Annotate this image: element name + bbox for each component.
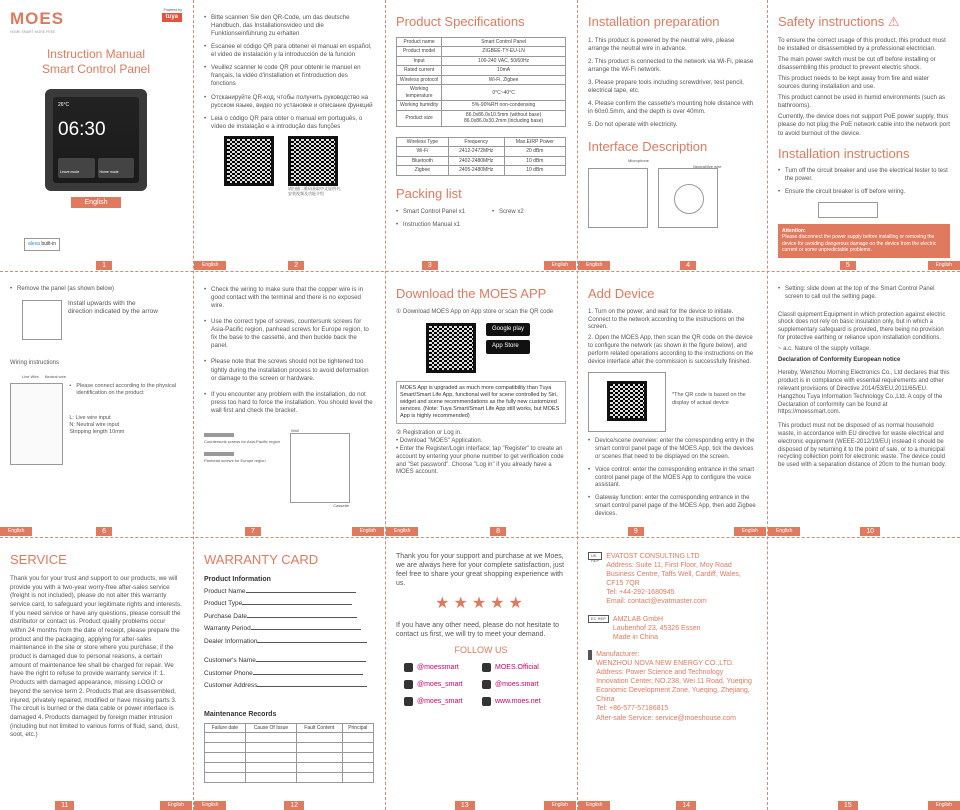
table-cell: 10 dBm bbox=[504, 156, 565, 166]
social-link[interactable] bbox=[482, 697, 558, 706]
list-item: 5. Do not operate with electricity. bbox=[588, 121, 678, 129]
form-field bbox=[204, 637, 374, 646]
device-qr-diagram bbox=[588, 372, 666, 432]
table-cell bbox=[205, 763, 246, 773]
app-qr-icon[interactable] bbox=[426, 323, 476, 373]
table-cell bbox=[297, 753, 343, 763]
warning-icon: ⚠ bbox=[887, 14, 900, 29]
field-line bbox=[256, 656, 366, 662]
field-label: Purchase Date bbox=[204, 612, 247, 620]
table-cell bbox=[342, 743, 373, 753]
field-label: Customer's Name bbox=[204, 657, 256, 665]
table-cell: 100-240 VAC, 50/60Hz bbox=[442, 56, 566, 66]
form-field bbox=[204, 587, 374, 596]
list-item: • Check the wiring to make sure that the copper wire is in good contact with the terminal and there is no exposed wire. bbox=[204, 286, 374, 310]
app-store-button[interactable]: App Store bbox=[486, 340, 530, 354]
qr-code-cn-icon[interactable] bbox=[288, 136, 338, 186]
prep-panel: Installation preparation 1. This product is powered by the neutral wire, please arrange the neutral wire in advance. 2. This product is connected to the network via Wi-Fi, please arrange the Wi-Fi network. 3. Please prepare tools including screwdriver, test pencil, electrical tape, etc. 4. Please confirm the cassette's mounting hole distance with in 60±0.5mm, and the depth is over 40mm. 5. Do not operate with electricity. Interface Description Microphone Neutral/live wire English 4 bbox=[578, 0, 766, 270]
list-item: • Use the correct type of screws, countersunk screws for Asia-Pacific region, panhead screws for Europe region, to fix the base to the cassette, and then buckle back the panel. bbox=[204, 318, 374, 350]
social-handle: MOES.Official bbox=[495, 664, 539, 672]
table-cell bbox=[245, 763, 296, 773]
social-icon bbox=[404, 663, 413, 672]
list-item: • Please note that the screws should not be tightened too tightly during the installation process to avoid deformation or damage to the screen or hardware. bbox=[204, 358, 374, 382]
table-row bbox=[397, 47, 566, 57]
form-field bbox=[204, 681, 374, 690]
google-play-button[interactable]: Google play bbox=[486, 323, 530, 337]
list-item: • Veuillez scanner le code QR pour obtenir le manuel en français, la vidéo d'installation et l'introduction des fonctions bbox=[204, 64, 374, 88]
social-handle: @moessmart bbox=[417, 664, 459, 672]
wireless-table bbox=[396, 137, 566, 176]
table-row bbox=[205, 743, 374, 753]
add-device-panel: Add Device 1. Turn on the power, and wait for the device to initiate. Connect to the network according to the instructions on the screen. 2. Open the MOES App, then scan the QR code on the device to configure the network (as shown in the figure below), and perform related operations according to the instructions on the device interface after the commission is successfully finished. *The QR code is based on the display of actual device • Device/scene overview: enter the corresponding entry in the smart control panel page of the MOES App, tick the devices or scenes that need to be displayed on the screen. • Voice control: enter the corresponding entrance in the smart control panel page of the MOES App to configure the voice assistant. • Gateway function: enter the corresponding entrance in the smart control panel page of the MOES App, then add Zigbee devices. 9 English bbox=[578, 272, 766, 536]
list-item: 4. Please confirm the cassette's mounting hole distance with in 60±0.5mm, and the depth is over 40mm. bbox=[588, 100, 754, 116]
form-field bbox=[204, 612, 374, 621]
alexa-badge: alexa built-in bbox=[24, 238, 60, 251]
list-item: • Escanee el código QR para obtener el manual en español, el video de instalación y la introducción de la función bbox=[204, 43, 374, 59]
table-row bbox=[397, 37, 566, 47]
field-label: Dealer Information bbox=[204, 637, 258, 645]
table-cell bbox=[245, 753, 296, 763]
table-cell bbox=[205, 753, 246, 763]
maintenance-table bbox=[204, 723, 374, 784]
table-cell bbox=[297, 743, 343, 753]
clock-display: 06:30 bbox=[58, 119, 106, 141]
panel-front-diagram bbox=[588, 168, 648, 228]
table-row bbox=[205, 753, 374, 763]
paragraph: This product needs to be kept away from fire and water sources during installation and use. bbox=[778, 75, 929, 91]
table-cell: Input bbox=[397, 56, 442, 66]
list-item: • Bitte scannen Sie den QR-Code, um das deutsche Handbuch, das Installationsvideo und die Funktionseinführung zu erhalten bbox=[204, 14, 374, 38]
social-icon bbox=[404, 680, 413, 689]
field-label: Product Name bbox=[204, 587, 246, 595]
table-cell bbox=[342, 773, 373, 783]
social-icon bbox=[482, 680, 491, 689]
form-field bbox=[204, 656, 374, 665]
social-handle: @moes_smart bbox=[417, 681, 463, 689]
social-link[interactable] bbox=[404, 663, 480, 672]
spec-table bbox=[396, 37, 566, 127]
field-line bbox=[251, 624, 361, 630]
install-diagram: Wall Cassette bbox=[291, 427, 350, 508]
table-cell: 2402-2480MHz bbox=[448, 156, 504, 166]
table-row bbox=[397, 101, 566, 111]
column-header: Max.EIRP Power bbox=[504, 137, 565, 147]
form-field bbox=[204, 599, 374, 608]
column-header: Wireless Type bbox=[397, 137, 449, 147]
paragraph: To ensure the correct usage of this product, this product must be installed or disassembled by a professional electrician. bbox=[778, 36, 946, 52]
reps-panel: UK REP EVATOST CONSULTING LTD Address: Suite 11, First Floor, Moy Road Business Centre, Taffs Well, Cardiff, Wales, CF15 7QR Tel: +44-292-1680945 Email: contact@evatmaster.com EC REP AMZLAB GmbH Laubenhof 23, 45326 Essen Made in China Manufacturer: WENZHOU NOVA NEW ENERGY CO.,LTD. Address: Power Science and Technology Innovation Center, NO.238, Wei 11 Road, Yueqing Economic Development Zone, Yueqing, Zhejiang, China Tel: +86-577-57186815 After-sale Service: service@moeshouse.com English 14 bbox=[578, 538, 766, 810]
screw-icon bbox=[204, 452, 234, 456]
table-cell: 20 dBm bbox=[504, 147, 565, 157]
table-header bbox=[205, 723, 374, 733]
moes-logo: MOES bbox=[10, 9, 65, 28]
back-panel: 15 English bbox=[768, 538, 960, 810]
service-panel: SERVICE Thank you for your trust and support to our products, we will provide you with a two-year worry-free after-sales service (freight is not included), please do not alter this warranty service card, to safeguard your legitimate rights and interests. If you need service or have any questions, please consult the distributor or contact us. Product quality problems occur within 24 months from the date of receipt, please prepare the product and the packaging, applying for after-sales maintenance in the site or store where you purchase; if the product is damaged due to personal reasons, a certain amount of maintenance fee shall be charged for repair. We have the right to refuse to provide warranty service if: 1. Products with damaged appearance, missing LOGO or beyond the service term 2. Products that are disassembled, injured, privately repaired, modified or have missing parts 3. The circuit is burned or the data cable or power interface is damaged 4. Products damaged by foreign matter intrusion (including but not limited to various forms of fluid, sand, dust, soot, etc.) 11 English bbox=[0, 538, 192, 810]
table-row bbox=[397, 147, 566, 157]
field-label: Warranty Period bbox=[204, 625, 251, 633]
table-cell bbox=[245, 733, 296, 743]
table-cell: Rated current bbox=[397, 66, 442, 76]
list-item: • Отсканируйте QR-код, чтобы получить руководство на русском языке, видео по установке и описание функций bbox=[204, 94, 374, 110]
warranty-panel: WARRANTY CARD Product Information Product Name Product Type Purchase Date Warranty Period Dealer Information Customer's Name Customer Phone Customer Address Maintenance Records Failure date Cause Of Issue Fault Content Principal English 12 bbox=[194, 538, 384, 810]
column-header: Frequency bbox=[448, 137, 504, 147]
social-handle: www.moes.net bbox=[495, 698, 541, 706]
social-handle: @moes.smart bbox=[495, 681, 539, 689]
panel-back-diagram bbox=[658, 168, 718, 228]
table-cell: Working temperature bbox=[397, 85, 442, 101]
table-cell: 10mA bbox=[442, 66, 566, 76]
breaker-diagram bbox=[818, 202, 878, 218]
page-title: Product Specifications bbox=[396, 14, 525, 29]
field-label: Product Type bbox=[204, 600, 243, 608]
cover-title: Instruction Manual Smart Control Panel bbox=[41, 46, 151, 76]
table-cell: Smart Control Panel bbox=[442, 37, 566, 47]
compliance-panel: • Setting: slide down at the top of the Smart Control Panel screen to call out the setting page. Classll quipment:Equipment in which protection against electric shock does not rely on basic insulation only, but in which a supplementary safeguard is provided, there being no provision for protective earthing or reliance upon installation conditions. ~ a.c. Nature of the supply voltage. Declaration of Conformity European notice Hereby, Wenzhou Morning Electronics Co., Ltd declares that this product is in compliance with essential requirements and other relevant provisions of Directive 2014/53/EU,2011/65/EU. Hangzhou Tuya Information Technology Co.,Ltd. A copy of the Declaration of conformity can be found at https://moessmart.com. This product must not be disposed of as normal household waste, in accordance with EU directive for waste electrical and electronic equipment (WEEE-2012/19/EU) instead it should be disposed of by returning it to the point of sale, or to a municipal recycling collection point for electronic waste. The device could be used with a separation distance of 20cm to the human body. English 10 bbox=[768, 272, 960, 536]
form-field bbox=[204, 669, 374, 678]
column-header: Fault Content bbox=[297, 723, 343, 733]
list-item: 3. Please prepare tools including screwdriver, test pencil, electrical tape, etc. bbox=[588, 79, 744, 95]
panel-back-diagram bbox=[22, 300, 62, 340]
table-cell bbox=[297, 773, 343, 783]
field-line bbox=[253, 669, 363, 675]
social-link[interactable] bbox=[482, 680, 558, 689]
table-cell: 5%-90%RH non-condensing bbox=[442, 101, 566, 111]
table-cell bbox=[245, 773, 296, 783]
multilang-panel: • Bitte scannen Sie den QR-Code, um das deutsche Handbuch, das Installationsvideo und die Funktionseinführung zu erhalten • Escanee el código QR para obtener el manual en español, el video de instalación y la introducción de la función • Veuillez scanner le code QR pour obtenir le manuel en français, la vidéo d'installation et l'introduction des fonctions • Отсканируйте QR-код, чтобы получить руководство на русском языке, видео по установке и описание функций • Leia o código QR para obter o manual em português, o vídeo de instalação e a introdução das funções 请扫描二维码获取中文说明书、安装视频及功能介绍 English 2 bbox=[194, 0, 384, 270]
language-badge: English bbox=[71, 197, 121, 208]
table-row bbox=[397, 66, 566, 76]
social-link[interactable] bbox=[404, 680, 480, 689]
table-cell bbox=[297, 733, 343, 743]
qr-code-icon[interactable] bbox=[224, 136, 274, 186]
table-cell bbox=[205, 743, 246, 753]
field-line bbox=[247, 612, 357, 618]
table-cell: Wireless protocol bbox=[397, 75, 442, 85]
field-line bbox=[246, 587, 356, 593]
social-icon bbox=[404, 697, 413, 706]
tuya-logo: tuya bbox=[162, 13, 182, 23]
table-cell: Product size bbox=[397, 110, 442, 126]
remove-panel: • Remove the panel (as shown below) Install upwards with the direction indicated by the arrow Wiring instructions Live Wire Neutral wire • Please connect according to the physical identification on the product L: Live wire input N: Neutral wire input Stripping length 10mm English 6 bbox=[0, 272, 192, 536]
table-cell: ZIGBEE-TY-EU-LN bbox=[442, 47, 566, 57]
specs-panel: Product Specifications Product name Smart Control Panel Product model ZIGBEE-TY-EU-LN Input 100-240 VAC, 50/60Hz Rated current 10mA Wireless protocol Wi-Fi, Zigbee Working temperature 0°C~40°C Working humidity 5%-90%RH non-condensing Product size 86.0x86.0x10.5mm (without base) 86.0x86.0x30.2mm (including base) Wireless Type Frequency Max.EIRP Power Wi-Fi 2412-2472MHz 20 dBm Bluetooth 2402-2480MHz 10 dBm Zigbee 2405-2480MHz 10 dBm Packing list • Smart Control Panel x1 • Screw x2 • Instruction Manual x1 3 English bbox=[386, 0, 576, 270]
safety-panel: Safety instructions ⚠ To ensure the correct usage of this product, this product must be installed or disassembled by a professional electrician. The main power switch must be cut off before installing or disassembling this product to prevent electric shock. This product needs to be kept away from fire and water sources during installation and use. This product cannot be used in humid environments (such as bathrooms). Currently, the device does not support PoE power supply, thus please do not plug the PoE network cable into the network port to avoid burnout of the device. Installation instructions • Turn off the circuit breaker and use the electrical tester to test the power. • Ensure the circuit breaker is off before wiring. Attention: Please disconnect the power supply before installing or removing the device for avoiding dangerous damage on the device from the electric current or some unpredictable problems. 5 English bbox=[768, 0, 960, 270]
table-row bbox=[397, 56, 566, 66]
table-row bbox=[397, 156, 566, 166]
social-icon bbox=[482, 697, 491, 706]
wiring-diagram bbox=[10, 383, 63, 465]
field-line bbox=[257, 637, 367, 643]
table-cell bbox=[297, 763, 343, 773]
paragraph: This product cannot be used in humid environments (such as bathrooms). bbox=[778, 94, 946, 110]
form-field bbox=[204, 624, 374, 633]
download-panel: Download the MOES APP ① Download MOES App on App store or scan the QR code Google play App Store MOES App is upgraded as much more compatibility than Tuya Smart/Smart Life App, functional well for scene controlled by Siri, widget and scene recommendations as the fully new customized services. (Note: Tuya Smart/Smart Life App still works, but MOES App is highly recommended) ② Registration or Log in. • Download "MOES" Application. • Enter the Register/Login interface; tap "Register" to create an account by entering your phone number to get verification code and "Set password". Choose "Log in" if you already have a MOES account. English 8 bbox=[386, 272, 576, 536]
thanks-panel: Thank you for your support and purchase at we Moes, we are always here for your complete satisfaction, just feel free to share your great shopping experience with us. ★★★★★ If you have any other need, please do not hesitate to contact us first, we will try to meet your demand. FOLLOW US @moessmart MOES.Official @moes_smart @moes.smart @moes_smart www.moes.net 13 English bbox=[386, 538, 576, 810]
table-cell: Product model bbox=[397, 47, 442, 57]
list-item: • If you encounter any problem with the installation, do not press too hard to force the installation. You should level the wall first and check the bracket. bbox=[204, 391, 374, 415]
wiring-check-panel: • Check the wiring to make sure that the copper wire is in good contact with the terminal and there is no exposed wire. • Use the correct type of screws, countersunk screws for Asia-Pacific region, panhead screws for Europe region, to fix the base to the cassette, and then buckle back the panel. • Please note that the screws should not be tightened too tightly during the installation process to avoid deformation or damage to the screen or hardware. • If you encounter any problem with the installation, do not press too hard to force the installation. You should level the wall first and check the bracket. Countersunk screws for Asia-Pacific region Panhead screws for Europe region Wall Cassette 7 English bbox=[194, 272, 384, 536]
table-cell: 10 dBm bbox=[504, 166, 565, 176]
table-row bbox=[205, 773, 374, 783]
table-cell bbox=[342, 763, 373, 773]
factory-icon bbox=[588, 650, 592, 660]
list-item: 1. This product is powered by the neutral wire, please arrange the neutral wire in advance. bbox=[588, 36, 735, 52]
field-label: Customer Phone bbox=[204, 669, 253, 677]
cover-panel: MOES HOME SMART MORE FREE Powered by tuya Instruction Manual Smart Control Panel 26°C 06:30 Leave mode Home mode English alexa built-in 1 bbox=[0, 0, 192, 270]
social-icon bbox=[482, 663, 491, 672]
list-item: 2. This product is connected to the network via Wi-Fi, please arrange the Wi-Fi network. bbox=[588, 58, 754, 74]
table-row bbox=[205, 733, 374, 743]
table-cell bbox=[245, 743, 296, 753]
attention-box: Attention: Please disconnect the power supply before installing or removing the device for avoiding dangerous damage on the device from the electric current or some unpredictable problems. bbox=[778, 224, 950, 258]
column-header: Cause Of Issue bbox=[245, 723, 296, 733]
screw-icon bbox=[204, 433, 234, 437]
table-cell: Bluetooth bbox=[397, 156, 449, 166]
table-cell bbox=[205, 773, 246, 783]
table-header bbox=[397, 137, 566, 147]
field-label: Customer Address bbox=[204, 682, 258, 690]
column-header: Principal bbox=[342, 723, 373, 733]
social-link[interactable] bbox=[404, 697, 480, 706]
table-cell: Wi-Fi, Zigbee bbox=[442, 75, 566, 85]
table-cell: Zigbee bbox=[397, 166, 449, 176]
social-handle: @moes_smart bbox=[417, 698, 463, 706]
table-row bbox=[397, 85, 566, 101]
table-cell bbox=[205, 733, 246, 743]
rating-stars: ★★★★★ bbox=[435, 595, 527, 613]
column-header: Failure date bbox=[205, 723, 246, 733]
table-row bbox=[205, 763, 374, 773]
table-cell: 2405-2480MHz bbox=[448, 166, 504, 176]
table-row bbox=[397, 110, 566, 126]
field-line bbox=[242, 599, 352, 605]
paragraph: Currently, the device does not support PoE power supply, thus please do not plug the PoE network cable into the network port to avoid burnout of the device. bbox=[778, 113, 950, 137]
app-note-box: MOES App is upgraded as much more compatibility than Tuya Smart/Smart Life App, functional well for scene controlled by Siri, widget and scene recommendations as the fully new customized services. (Note: Tuya Smart/Smart Life App still works, but MOES App is highly recommended) bbox=[396, 381, 566, 425]
table-cell: Working humidity bbox=[397, 101, 442, 111]
paragraph: The main power switch must be cut off before installing or disassembling this product to prevent electric shock. bbox=[778, 56, 936, 72]
field-line bbox=[257, 681, 367, 687]
list-item: • Leia o código QR para obter o manual em português, o vídeo de instalação e a introdução das funções bbox=[204, 115, 374, 131]
table-cell bbox=[342, 733, 373, 743]
device-image: 26°C 06:30 Leave mode Home mode bbox=[45, 89, 147, 191]
table-cell: 2412-2472MHz bbox=[448, 147, 504, 157]
table-cell: 86.0x86.0x10.5mm (without base) 86.0x86.0x30.2mm (including base) bbox=[442, 110, 566, 126]
table-row bbox=[397, 166, 566, 176]
table-cell bbox=[342, 753, 373, 763]
table-row bbox=[397, 75, 566, 85]
social-link[interactable] bbox=[482, 663, 558, 672]
table-cell: Wi-Fi bbox=[397, 147, 449, 157]
table-cell: 0°C~40°C bbox=[442, 85, 566, 101]
table-cell: Product name bbox=[397, 37, 442, 47]
